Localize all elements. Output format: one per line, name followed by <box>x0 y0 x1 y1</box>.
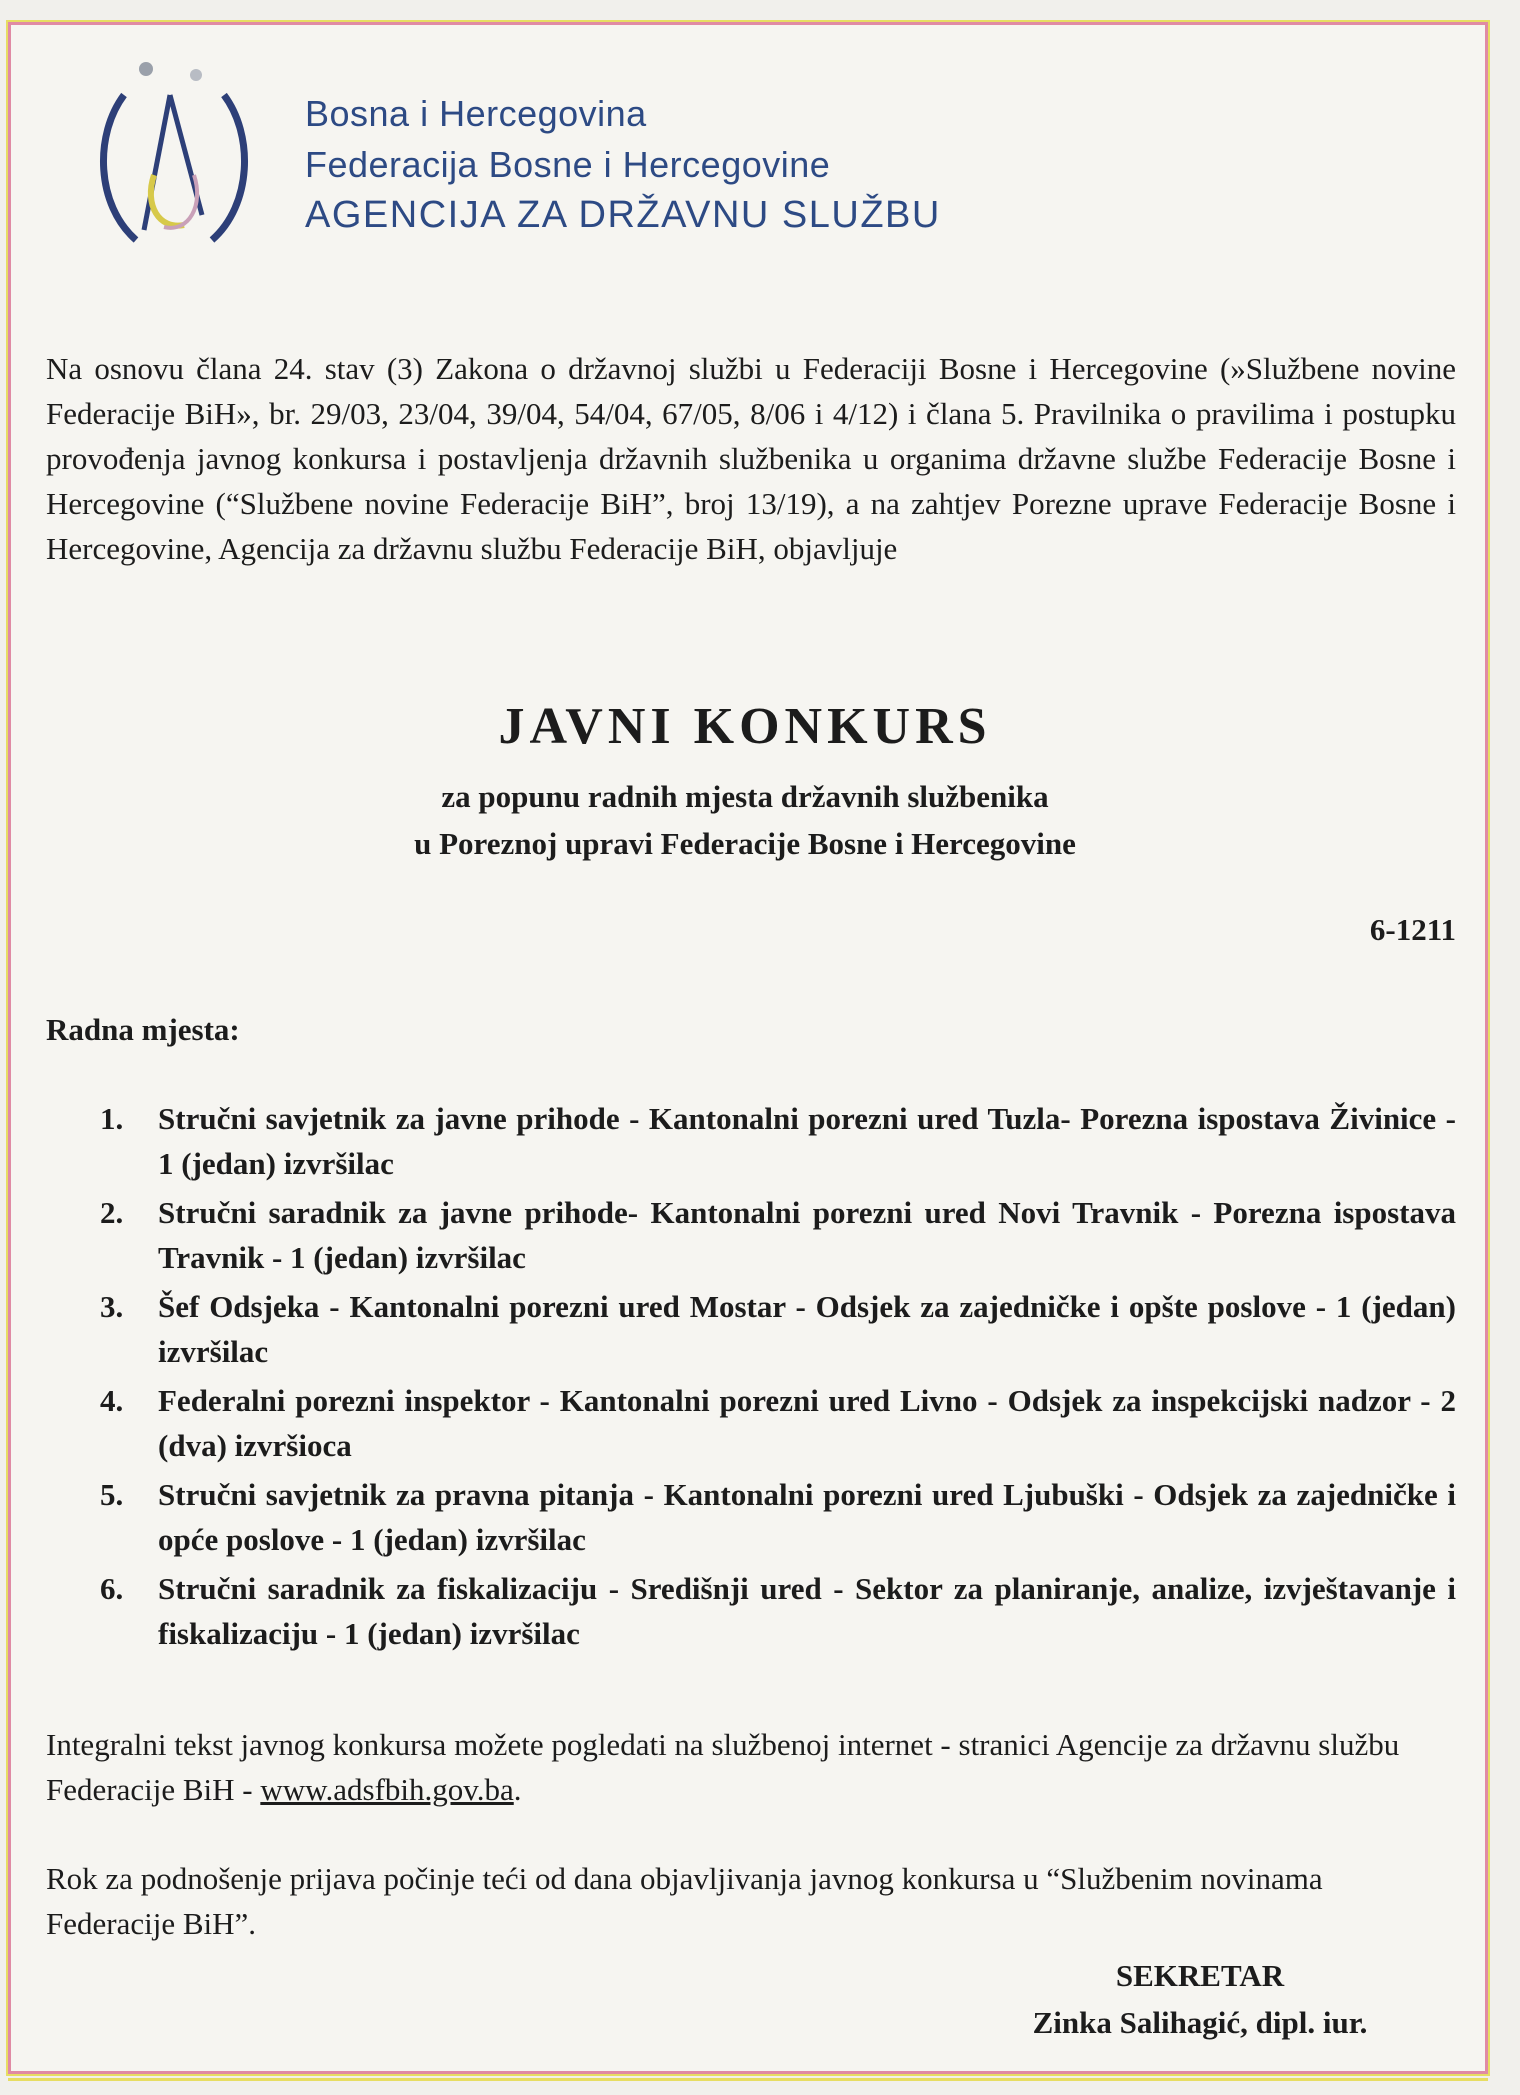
item-text: Stručni saradnik za javne prihode- Kantonalni porezni ured Novi Travnik - Porezna ispostava Travnik - 1 (jedan) izvršilac <box>158 1195 1456 1275</box>
item-text: Stručni saradnik za fiskalizaciju - Središnji ured - Sektor za planiranje, analize, izvještavanje i fiskalizaciju - 1 (jedan) izvršilac <box>158 1571 1456 1651</box>
positions-heading: Radna mjesta: <box>46 1012 240 1047</box>
item-number: 1. <box>100 1101 124 1136</box>
integral-end: . <box>513 1772 522 1807</box>
integral-text: Integralni tekst javnog konkursa možete pogledati na službenoj internet - stranici Agencije za državnu službu Federacije BiH - <box>46 1727 1400 1807</box>
item-number: 3. <box>100 1289 124 1324</box>
item-number: 4. <box>100 1383 124 1418</box>
item-number: 2. <box>100 1195 124 1230</box>
federation-name: Federacija Bosne i Hercegovine <box>305 144 831 185</box>
item-number: 6. <box>100 1571 124 1606</box>
item-text: Federalni porezni inspektor - Kantonalni porezni ured Livno - Odsjek za inspekcijski nadzor - 2 (dva) izvršioca <box>158 1383 1456 1463</box>
reference-number: 6-1211 <box>1369 912 1456 947</box>
list-item <box>100 1566 1456 1656</box>
agency-logo-icon <box>84 55 264 255</box>
deadline-paragraph: Rok za podnošenje prijava počinje teći od dana objavljivanja javnog konkursa u “Službenim novinama Federacije BiH”. <box>46 1861 1323 1941</box>
agency-header <box>305 88 941 241</box>
integral-text-paragraph <box>46 1722 1456 1812</box>
signature-name: Zinka Salihagić, dipl. iur. <box>1032 2005 1368 2040</box>
list-item <box>100 1096 1456 1186</box>
document-title: JAVNI KONKURS <box>498 698 992 755</box>
list-item <box>100 1378 1456 1468</box>
list-item <box>100 1472 1456 1562</box>
subtitle-line-2: u Poreznoj upravi Federacije Bosne i Hercegovine <box>414 826 1076 861</box>
country-name: Bosna i Hercegovina <box>305 93 647 134</box>
positions-list <box>100 1096 1456 1660</box>
list-item <box>100 1190 1456 1280</box>
bottom-rule <box>8 2078 1488 2081</box>
intro-paragraph: Na osnovu člana 24. stav (3) Zakona o državnoj službi u Federaciji Bosne i Hercegovine (»Službene novine Federacije BiH», br. 29/03, 23/04, 39/04, 54/04, 67/05, 8/06 i 4/12) i člana 5. Pravilnika o pravilima i postupku provođenja javnog konkursa i postavljenja državnih službenika u organima državne službe Federacije Bosne i Hercegovine (“Službene novine Federacije BiH”, broj 13/19), a na zahtjev Porezne uprave Federacije Bosne i Hercegovine, Agencija za državnu službu Federacije BiH, objavljuje <box>46 351 1456 566</box>
item-text: Stručni savjetnik za javne prihode - Kantonalni porezni ured Tuzla- Porezna ispostava Živinice - 1 (jedan) izvršilac <box>158 1101 1456 1181</box>
subtitle-line-1: za popunu radnih mjesta državnih službenika <box>441 779 1049 814</box>
item-text: Šef Odsjeka - Kantonalni porezni ured Mostar - Odsjek za zajedničke i opšte poslove - 1 (jedan) izvršilac <box>158 1289 1456 1369</box>
document-subtitle <box>0 773 1490 867</box>
item-number: 5. <box>100 1477 124 1512</box>
list-item <box>100 1284 1456 1374</box>
item-text: Stručni savjetnik za pravna pitanja - Kantonalni porezni ured Ljubuški - Odsjek za zajedničke i opće poslove - 1 (jedan) izvršilac <box>158 1477 1456 1557</box>
agency-name: AGENCIJA ZA DRŽAVNU SLUŽBU <box>305 194 941 236</box>
signature-title: SEKRETAR <box>1115 1958 1285 1993</box>
signature-block <box>940 1952 1460 2046</box>
agency-website-link[interactable]: www.adsfbih.gov.ba <box>260 1772 514 1807</box>
